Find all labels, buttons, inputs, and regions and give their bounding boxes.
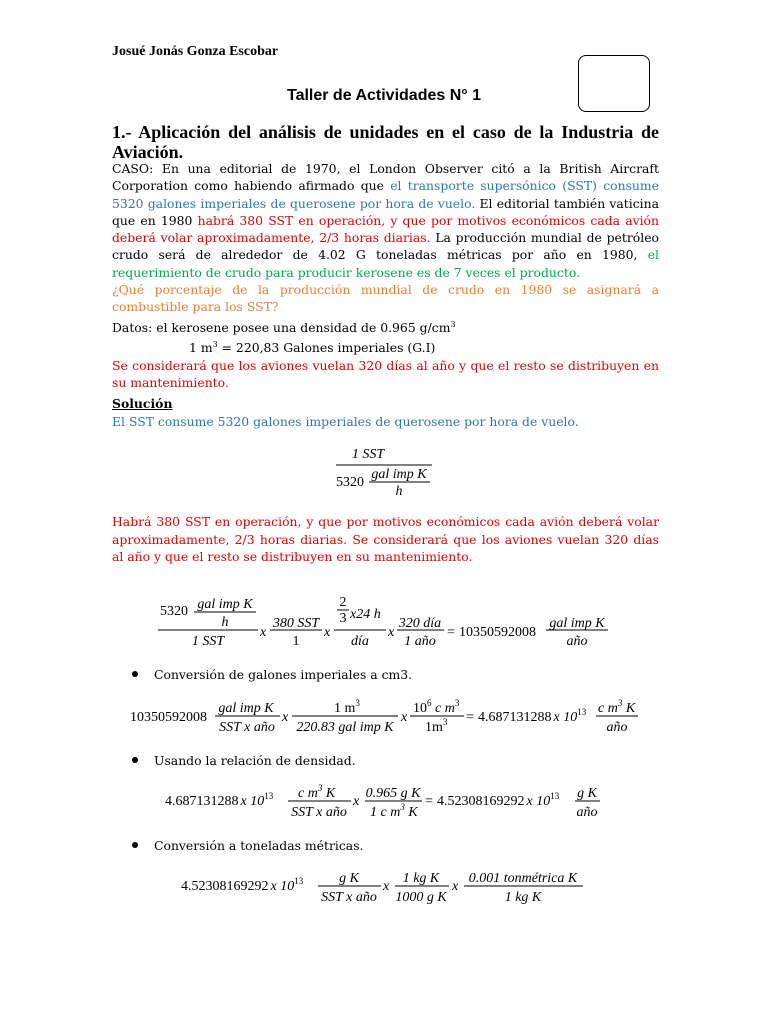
equation-4	[165, 783, 600, 820]
eq5-b-den: 1000 g K	[395, 890, 447, 905]
eq2-b-num: 380 SST	[272, 616, 320, 631]
case-question: ¿Qué porcentaje de la producción mundial de crudo en 1980 se asignará a combustible para los SST?	[112, 282, 659, 315]
eq3-c-den	[425, 717, 448, 735]
eq5-c-den: 1 kg K	[504, 890, 542, 905]
eq1-numerator: 1 SST	[351, 447, 385, 462]
eq3-b-num-main: 1 m	[334, 701, 356, 716]
eq1-den-den: h	[395, 484, 403, 499]
eq3-c-num-sup: 6	[427, 698, 432, 708]
eq4-times-1: x	[353, 794, 360, 809]
eq1-den-num: gal imp K	[371, 467, 427, 482]
eq2-times-3: x	[388, 625, 395, 640]
solution-heading: Solución	[112, 396, 173, 411]
eq5-c-num: 0.001 tonmétrica K	[468, 871, 578, 886]
eq4-b-den	[370, 802, 418, 820]
author-name: Josué Jonás Gonza Escobar	[112, 44, 279, 59]
case-text-2: El editorial también vaticina que en 1980	[112, 195, 659, 228]
eq3-c-num-sup2: 3	[454, 698, 460, 708]
data-gallons-text: 1 m	[189, 340, 213, 356]
eq4-coef-sup: 13	[264, 791, 274, 801]
eq3-result	[478, 707, 587, 725]
data-gallons-sup: 3	[212, 340, 218, 350]
eq2-c-frac-den: 3	[339, 611, 347, 626]
eq2-times-2: x	[324, 625, 331, 640]
eq4-coef	[165, 791, 274, 809]
eq5-coef-exp: x 10	[270, 879, 295, 894]
case-text-3: La producción mundial de petróleo crudo será de alrededor de 4.02 G toneladas métricas por año en 1980,	[112, 230, 660, 263]
eq3-a-den: SST x año	[219, 720, 275, 735]
bullet-text: Conversión de galones imperiales a cm3.	[154, 667, 413, 682]
eq3-times-1: x	[282, 710, 289, 725]
eq3-b-den: 220.83 gal imp K	[296, 720, 394, 735]
eq3-times-2: x	[401, 710, 408, 725]
eq5-a-num: g K	[339, 871, 359, 886]
eq2-a-bottom: 1 SST	[191, 634, 225, 649]
equation-3	[130, 698, 638, 735]
eq4-b-den-post: K	[404, 805, 418, 820]
eq3-r-den: año	[606, 720, 628, 735]
eq2-c-frac-num: 2	[339, 595, 347, 610]
eq2-times-1: x	[260, 625, 267, 640]
eq3-coef: 10350592008	[130, 710, 207, 725]
eq2-equals: =	[447, 625, 455, 640]
eq2-d-den: 1 año	[404, 634, 436, 649]
equation-2	[158, 595, 608, 649]
equation-5	[181, 871, 583, 905]
eq4-equals: =	[425, 794, 433, 809]
eq5-b-num: 1 kg K	[402, 871, 440, 886]
data-gallons-rest: = 220,83 Galones imperiales (G.I)	[217, 340, 436, 356]
eq4-r-num: g K	[577, 786, 597, 801]
eq3-result-exp: x 10	[553, 710, 578, 725]
eq3-b-num	[334, 698, 360, 716]
eq2-b-den: 1	[292, 634, 300, 649]
eq3-r-num-post: K	[622, 701, 636, 716]
eq5-a-den: SST x año	[321, 890, 377, 905]
eq3-c-num-post: c m	[431, 701, 455, 716]
eq3-c-den-main: 1m	[425, 720, 443, 735]
eq4-r-den: año	[576, 805, 598, 820]
eq2-d-num: 320 día	[398, 616, 442, 631]
eq3-b-num-sup: 3	[355, 698, 360, 708]
solution-line-1: El SST consume 5320 galones imperiales de querosene por hora de vuelo.	[112, 414, 579, 429]
eq2-r-num: gal imp K	[549, 616, 605, 631]
case-assumption: Se considerará que los aviones vuelan 320 días al año y que el resto se distribuyen en su mantenimiento.	[112, 357, 659, 390]
eq4-a-num	[298, 783, 336, 801]
bullet-text: Usando la relación de densidad.	[154, 753, 356, 768]
eq4-b-den-main: 1 c m	[370, 805, 401, 820]
equation-1	[336, 447, 432, 499]
eq2-r-den: año	[566, 634, 588, 649]
eq4-b-num: 0.965 g K	[365, 786, 421, 801]
eq1-den-coef: 5320	[336, 475, 364, 490]
eq3-a-num: gal imp K	[218, 701, 274, 716]
eq4-a-num-post: K	[322, 786, 336, 801]
eq5-coef-main: 4.52308169292	[181, 879, 269, 894]
data-density-sup: 3	[450, 319, 456, 329]
eq5-times-1: x	[383, 879, 390, 894]
eq3-c-den-sup: 3	[442, 717, 448, 727]
eq2-a-coef: 5320	[160, 604, 188, 619]
eq4-a-num-main: c m	[298, 786, 318, 801]
eq5-coef	[181, 876, 304, 894]
eq2-result: 10350592008	[459, 625, 536, 640]
eq3-equals: =	[466, 710, 474, 725]
case-text-1: CASO: En una editorial de 1970, el London Observer citó a la British Aircraft Corporation como habiendo afirmado que	[112, 161, 659, 194]
eq5-coef-sup: 13	[294, 876, 304, 886]
eq4-result-exp: x 10	[526, 794, 551, 809]
case-highlight-green: el requerimiento de crudo para producir kerosene es de 7 veces el producto.	[112, 247, 659, 280]
eq4-a-num-sup: 3	[317, 783, 323, 793]
eq3-c-num-pre: 10	[413, 701, 427, 716]
eq3-result-sup: 13	[577, 707, 587, 717]
eq4-result	[437, 791, 560, 809]
eq4-coef-main: 4.687131288	[165, 794, 239, 809]
eq3-r-num	[598, 698, 636, 716]
eq5-times-2: x	[452, 879, 459, 894]
solution-paragraph-2: Habrá 380 SST en operación, y que por motivos económicos cada avión deberá volar aproximadamente, 2/3 horas diarias. Se considerará que los aviones vuelan 320 días al año y que el resto se distribuyen en su mantenimiento.	[112, 514, 659, 564]
eq4-a-den: SST x año	[291, 805, 347, 820]
page-title: Taller de Actividades N° 1	[286, 87, 482, 104]
case-highlight-blue: el transporte supersónico (SST) consume 5320 galones imperiales de querosene por hora de vuelo.	[112, 178, 659, 211]
section-heading: 1.- Aplicación del análisis de unidades en el caso de la Industria de Aviación.	[112, 122, 659, 162]
eq3-result-main: 4.687131288	[478, 710, 552, 725]
eq4-result-main: 4.52308169292	[437, 794, 525, 809]
eq4-result-sup: 13	[550, 791, 560, 801]
eq2-a-den: h	[221, 615, 229, 630]
eq2-c-den: día	[351, 634, 369, 649]
eq2-c-tail: x24 h	[350, 607, 381, 622]
case-highlight-red: habrá 380 SST en operación, y que por motivos económicos cada avión deberá volar aproximadamente, 2/3 horas diarias.	[112, 212, 659, 246]
eq3-r-num-main: c m	[598, 701, 618, 716]
eq2-a-num: gal imp K	[197, 597, 253, 612]
data-density-text: Datos: el kerosene posee una densidad de 0.965 g/cm	[112, 319, 451, 335]
eq3-c-num	[413, 698, 460, 716]
eq4-coef-exp: x 10	[240, 794, 265, 809]
bullet-text: Conversión a toneladas métricas.	[154, 838, 364, 853]
eq4-b-den-sup: 3	[400, 802, 405, 812]
eq3-r-num-sup: 3	[617, 698, 623, 708]
